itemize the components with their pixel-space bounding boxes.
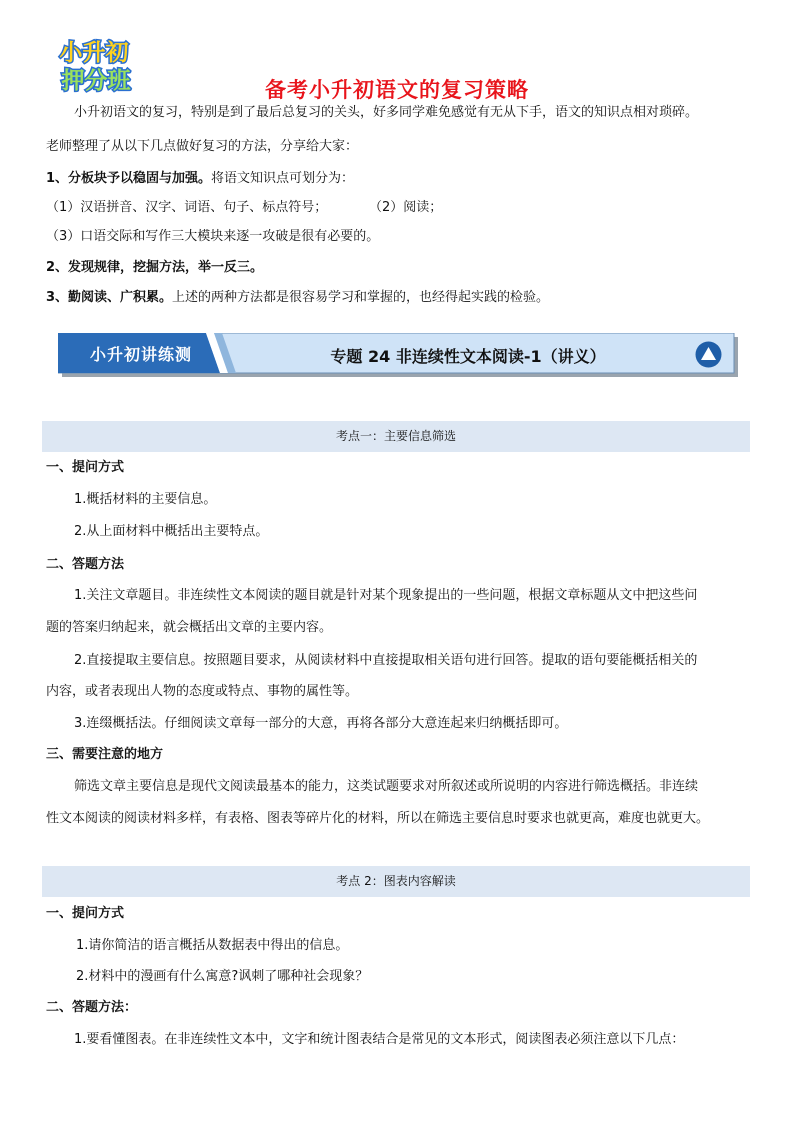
list-item: 1.请你简洁的语言概括从数据表中得出的信息。 bbox=[76, 938, 349, 953]
subheading: 一、提问方式 bbox=[46, 460, 125, 475]
page-title: 备考小升初语文的复习策略 bbox=[265, 78, 529, 102]
section-header: 考点 2：图表内容解读 bbox=[42, 866, 750, 897]
paragraph-line: 1.要看懂图表。在非连续性文本中，文字和统计图表结合是常见的文本形式，阅读图表必须注意以下几点： bbox=[74, 1032, 685, 1047]
list-item: 1.概括材料的主要信息。 bbox=[74, 492, 217, 507]
strategy-heading: 1、分板块予以稳固与加强。 bbox=[46, 171, 212, 186]
strategy-item: 2、发现规律，挖掘方法，举一反三。 bbox=[46, 260, 264, 275]
list-item: 2.从上面材料中概括出主要特点。 bbox=[74, 524, 269, 539]
triangle-up-icon bbox=[695, 341, 722, 368]
logo-line2: 押分班 bbox=[61, 68, 131, 94]
subheading: 三、需要注意的地方 bbox=[46, 747, 164, 762]
strategy-subitem: （2）阅读； bbox=[369, 200, 443, 215]
strategy-item bbox=[46, 288, 549, 308]
paragraph-line: 筛选文章主要信息是现代文阅读最基本的能力，这类试题要求对所叙述或所说明的内容进行筛选概括。非连续 bbox=[74, 779, 699, 794]
strategy-subitem: （3）口语交际和写作三大模块来逐一攻破是很有必要的。 bbox=[46, 229, 380, 244]
strategy-item bbox=[46, 169, 354, 189]
paragraph-line: 2.直接提取主要信息。按照题目要求，从阅读材料中直接提取相关语句进行回答。提取的语句要能概括相关的 bbox=[74, 653, 698, 668]
subheading: 二、答题方法 bbox=[46, 557, 125, 572]
paragraph-line: 3.连缀概括法。仔细阅读文章每一部分的大意，再将各部分大意连起来归纳概括即可。 bbox=[74, 716, 568, 731]
subheading: 一、提问方式 bbox=[46, 906, 125, 921]
strategy-text: 将语文知识点可划分为： bbox=[211, 171, 355, 186]
strategy-heading: 3、勤阅读、广积累。 bbox=[46, 290, 173, 305]
strategy-text: 上述的两种方法都是很容易学习和掌握的，也经得起实践的检验。 bbox=[172, 290, 550, 305]
intro-paragraph: 小升初语文的复习，特别是到了最后总复习的关头，好多同学难免感觉有无从下手，语文的知识点相对琐碎。 bbox=[74, 105, 699, 120]
section-header: 考点一：主要信息筛选 bbox=[42, 421, 750, 452]
banner-series-label: 小升初讲练测 bbox=[89, 345, 192, 364]
intro-paragraph: 老师整理了从以下几点做好复习的方法，分享给大家： bbox=[46, 139, 359, 154]
subheading: 二、答题方法： bbox=[46, 1000, 138, 1015]
banner-topic-title: 专题 24 非连续性文本阅读-1（讲义） bbox=[330, 347, 606, 366]
paragraph-line: 内容，或者表现出人物的态度或特点、事物的属性等。 bbox=[46, 684, 359, 699]
paragraph-line: 性文本阅读的阅读材料多样，有表格、图表等碎片化的材料，所以在筛选主要信息时要求也就更高，难度也就更大。 bbox=[46, 811, 710, 826]
strategy-subitem: （1）汉语拼音、汉字、词语、句子、标点符号； bbox=[46, 200, 328, 215]
topic-banner bbox=[58, 333, 738, 377]
list-item: 2.材料中的漫画有什么寓意?讽刺了哪种社会现象？ bbox=[76, 969, 369, 984]
paragraph-line: 题的答案归纳起来，就会概括出文章的主要内容。 bbox=[46, 620, 333, 635]
logo-line1: 小升初 bbox=[59, 40, 129, 66]
paragraph-line: 1.关注文章题目。非连续性文本阅读的题目就是针对某个现象提出的一些问题，根据文章标题从文中把这些问 bbox=[74, 588, 698, 603]
